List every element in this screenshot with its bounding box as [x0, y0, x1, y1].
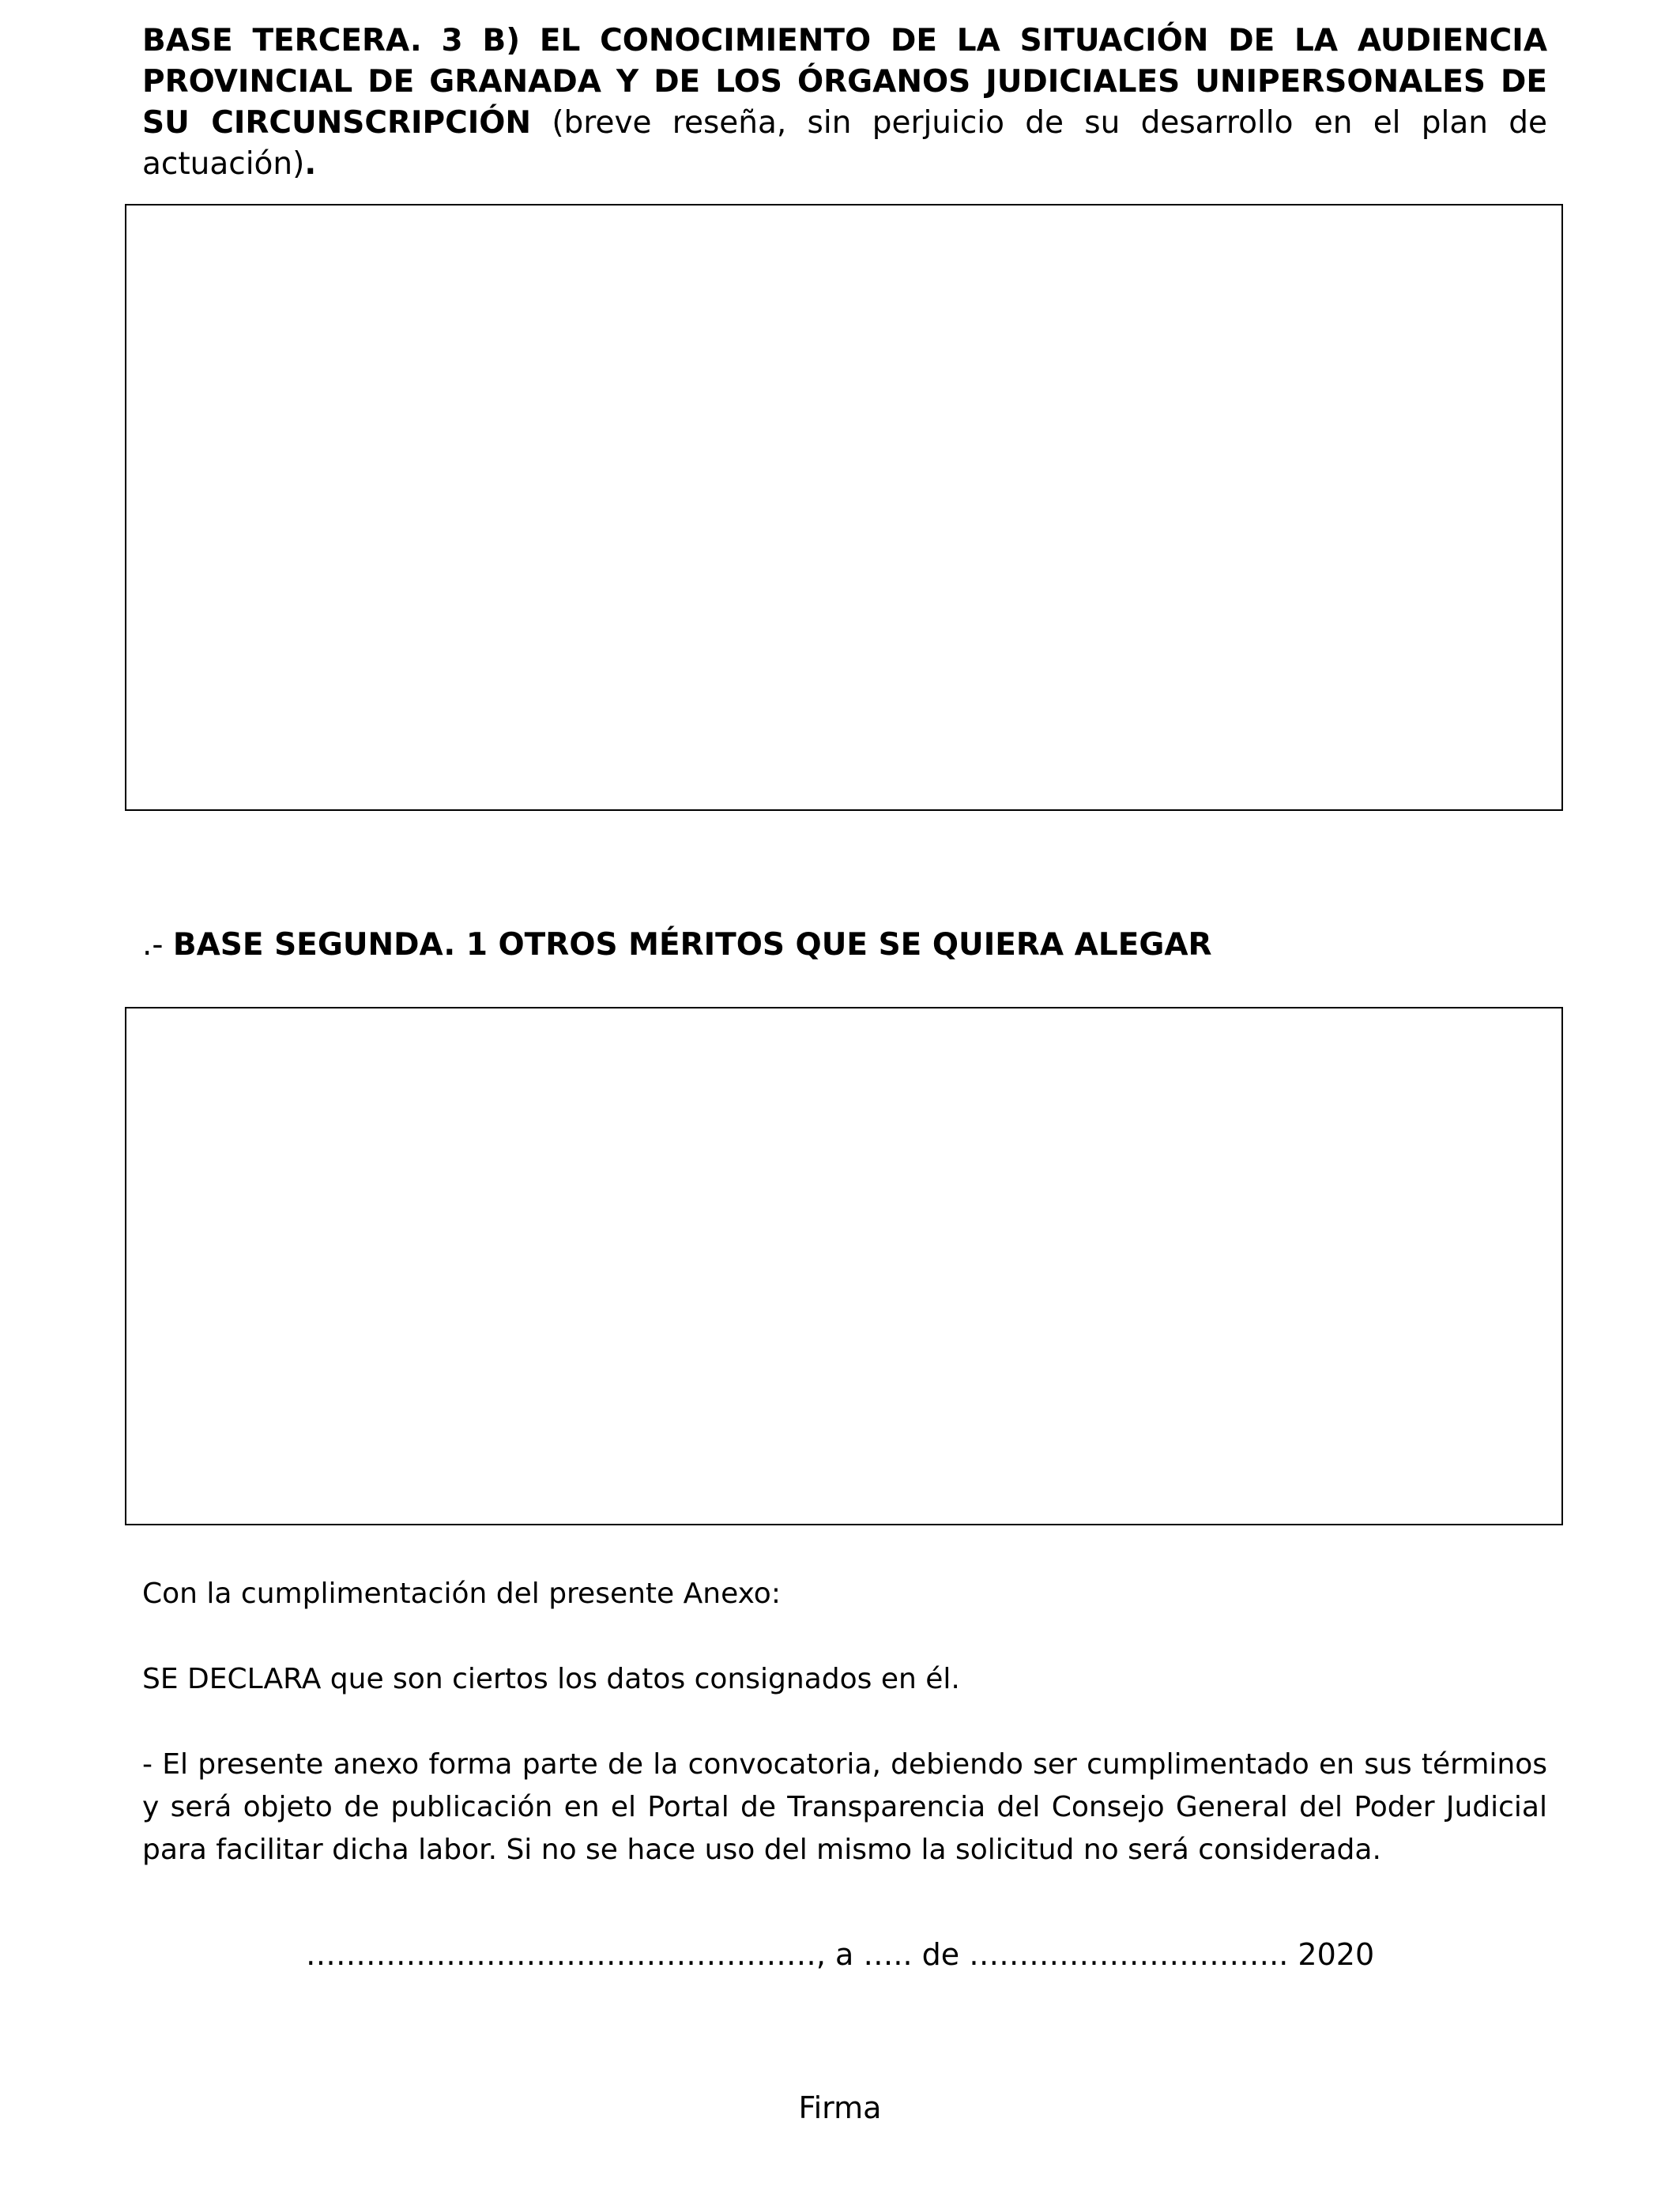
section-tercera-end: . [304, 146, 317, 182]
section-tercera-title: BASE TERCERA. 3 B) EL CONOCIMIENTO DE LA SITUACIÓN DE LA AUDIENCIA PROVINCIAL DE GRANADA Y DE LOS ÓRGANOS JUDICIALES UNIPERSONALES DE SU CIRCUNSCRIPCIÓN [142, 23, 1547, 141]
section-segunda-text-box[interactable] [125, 1007, 1563, 1525]
signature-label: Firma [798, 2090, 882, 2125]
declaration-notice: - El presente anexo forma parte de la convocatoria, debiendo ser cumplimentado en sus términos y será objeto de publicación en el Portal de Transparencia del Consejo General del Poder Judicial para facilitar dicha labor. Si no se hace uso del mismo la solicitud no será considerada. [142, 1748, 1547, 1866]
declaration-statement: SE DECLARA que son ciertos los datos consignados en él. [142, 1663, 960, 1695]
signature-date-line: ……………………………………………, a ….. de ………………………….. 2020 [305, 1937, 1375, 1972]
declaration-intro: Con la cumplimentación del presente Anexo: [142, 1578, 781, 1610]
section-tercera-text-box[interactable] [125, 204, 1563, 811]
section-segunda-prefix: .- [142, 927, 173, 963]
section-tercera-heading [142, 21, 1547, 185]
section-segunda-title: BASE SEGUNDA. 1 OTROS MÉRITOS QUE SE QUIERA ALEGAR [172, 927, 1212, 963]
section-tercera-note: (breve reseña, sin perjuicio de su desarrollo en el plan de actuación) [142, 105, 1547, 182]
section-segunda-heading [142, 925, 1212, 966]
